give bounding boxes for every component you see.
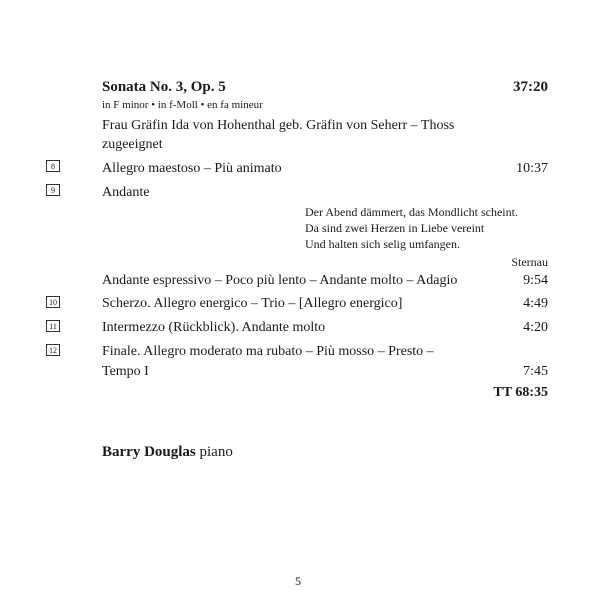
- performer-name: Barry Douglas: [102, 444, 196, 460]
- sonata-key: in F minor • in f-Moll • en fa mineur: [102, 99, 263, 111]
- dedication-line-1: Frau Gräfin Ida von Hohenthal geb. Gräfin von Seherr – Thoss: [102, 118, 455, 133]
- track-time: 4:49: [523, 296, 548, 311]
- track-time: 4:20: [523, 320, 548, 335]
- poem-author: Sternau: [511, 255, 548, 269]
- page-number: 5: [295, 574, 301, 588]
- track-title-line-2: Tempo I: [102, 364, 149, 379]
- track-time: 7:45: [523, 364, 548, 379]
- track-title: Allegro maestoso – Più animato: [102, 161, 282, 176]
- performer-credit: [102, 444, 233, 461]
- poem-line-3: Und halten sich selig umfangen.: [305, 237, 460, 251]
- performer-instrument: piano: [199, 444, 233, 460]
- track-number-box: 9: [46, 184, 60, 196]
- track-title: Scherzo. Allegro energico – Trio – [Allegro energico]: [102, 296, 403, 311]
- track-title: Andante espressivo – Poco più lento – Andante molto – Adagio: [102, 273, 458, 288]
- track-time: 9:54: [523, 273, 548, 288]
- sonata-total-time: 37:20: [513, 79, 548, 95]
- track-time: 10:37: [516, 161, 548, 176]
- track-number-box: 10: [46, 296, 60, 308]
- poem-line-2: Da sind zwei Herzen in Liebe vereint: [305, 221, 485, 235]
- track-number-box: 12: [46, 344, 60, 356]
- track-number-box: 11: [46, 320, 60, 332]
- track-title: Intermezzo (Rückblick). Andante molto: [102, 320, 326, 335]
- dedication-line-2: zugeeignet: [102, 137, 163, 152]
- total-time: TT 68:35: [493, 385, 548, 400]
- track-number-box: 8: [46, 160, 60, 172]
- track-title: Andante: [102, 185, 150, 200]
- track-title-line-1: Finale. Allegro moderato ma rubato – Più mosso – Presto –: [102, 344, 434, 359]
- sonata-title: Sonata No. 3, Op. 5: [102, 79, 226, 95]
- poem-line-1: Der Abend dämmert, das Mondlicht scheint.: [305, 205, 518, 219]
